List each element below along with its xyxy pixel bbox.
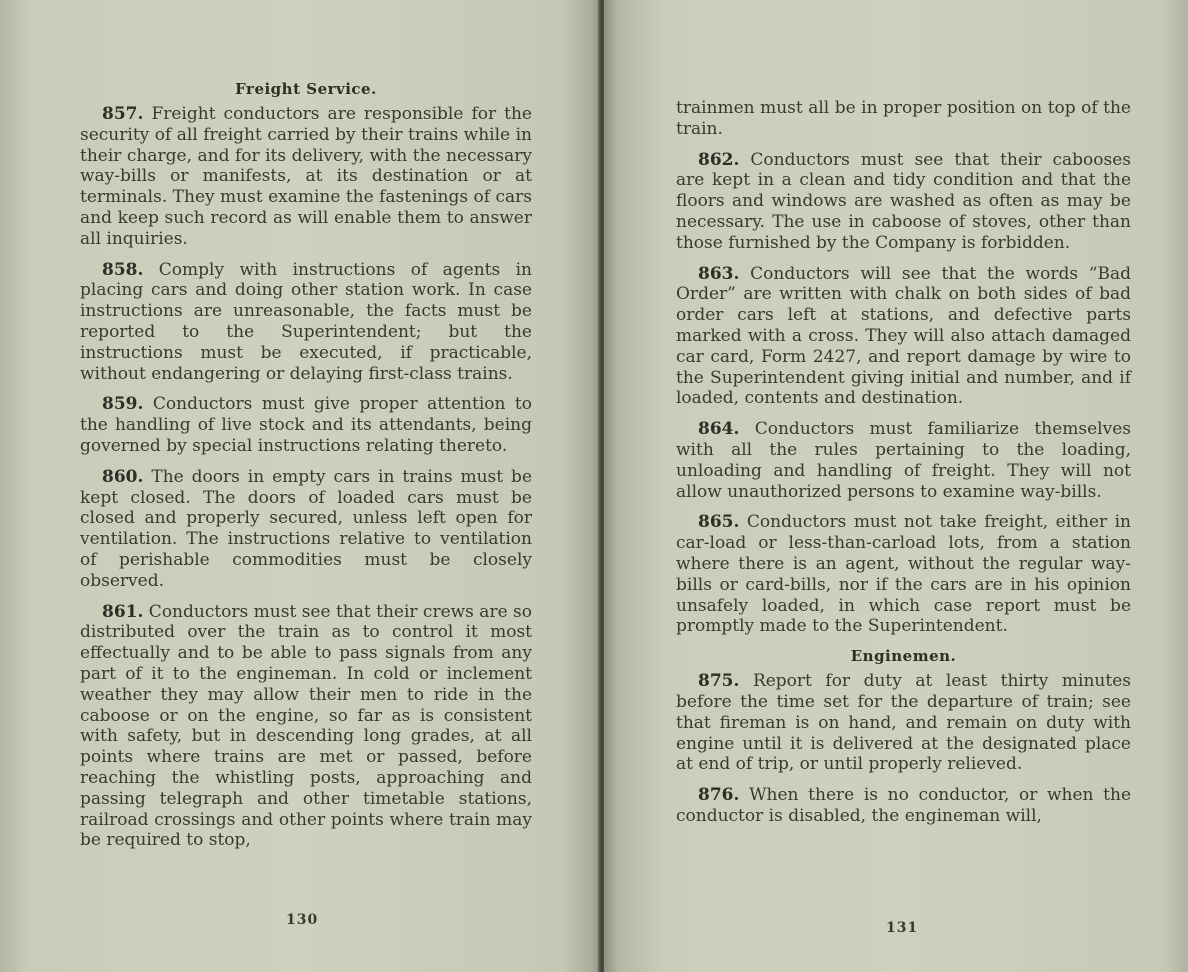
rule-861-continuation: trainmen must all be in proper position on top of the train. xyxy=(676,98,1131,139)
page-number: 130 xyxy=(286,912,319,928)
rule-text: When there is no conductor, or when the conductor is disabled, the engineman will, xyxy=(676,785,1131,826)
rule-text: Conductors will see that the words “Bad Order” are written with chalk on both sides of bad order cars left at stations, and defective parts marked with a cross. They will also attach damaged car card, Form 2427, and report damage by wire to the Superintendent giving initial and number, and if loaded, contents and destination. xyxy=(676,263,1131,409)
section-heading-freight-service: Freight Service. xyxy=(235,80,377,98)
rule-859 xyxy=(80,394,532,456)
rule-858 xyxy=(80,260,532,385)
page-number: 131 xyxy=(886,920,919,936)
rule-862 xyxy=(676,150,1131,254)
rule-863 xyxy=(676,264,1131,410)
rule-857 xyxy=(80,104,532,250)
rule-number: 859. xyxy=(102,394,144,415)
rule-number: 861. xyxy=(102,601,144,622)
rule-number: 865. xyxy=(698,512,740,533)
right-page-text xyxy=(676,98,1131,837)
rule-860 xyxy=(80,467,532,592)
rule-text: Conductors must not take freight, either in car-load or less-than-carload lots, from a station where there is an agent, without the regular way-bills or card-bills, nor if the cars are in his opinion unsafely loaded, in which case report must be promptly made to the Superintendent. xyxy=(676,512,1131,637)
section-heading-enginemen: Enginemen. xyxy=(850,647,957,666)
left-page-text xyxy=(80,80,532,861)
rule-865 xyxy=(676,512,1131,637)
rule-875 xyxy=(676,671,1131,775)
rule-number: 860. xyxy=(102,466,144,487)
rule-876 xyxy=(676,785,1131,827)
rule-text: The doors in empty cars in trains must be kept closed. The doors of loaded cars must be closed and properly secured, unless left open for ventilation. The instructions relative to ventilation of perishable commodities must be closely observed. xyxy=(80,466,532,591)
rule-number: 863. xyxy=(698,263,740,284)
rule-text: Freight conductors are responsible for the security of all freight carried by their trains while in their charge, and for its delivery, with the necessary way-bills or manifests, at its destination or at terminals. They must examine the fastenings of cars and keep such record as will enable them to answer all inquiries. xyxy=(80,104,532,249)
rule-number: 876. xyxy=(698,785,740,806)
rule-number: 857. xyxy=(102,104,144,124)
rule-text: Conductors must give proper attention to the handling of live stock and its attendants, being governed by special instructions relating thereto. xyxy=(80,394,532,456)
rule-number: 875. xyxy=(698,671,740,692)
rule-number: 858. xyxy=(102,259,144,280)
rule-text: Conductors must see that their cabooses are kept in a clean and tidy condition and that the floors and windows are washed as often as may be necessary. The use in caboose of stoves, other than those furnished by the Company is forbidden. xyxy=(676,149,1131,253)
right-page xyxy=(604,0,1188,972)
rule-text: Conductors must familiarize themselves with all the rules pertaining to the loading, unloading and handling of freight. They will not allow unauthorized persons to examine way-bills. xyxy=(676,419,1131,502)
rule-861 xyxy=(80,602,532,852)
rule-number: 862. xyxy=(698,149,740,170)
rule-text: Conductors must see that their crews are so distributed over the train as to control it most effectually and to be able to pass signals from any part of it to the engineman. In cold or inclement weather they may allow their men to ride in the caboose or on the engine, so far as is consistent with safety, but in descending long grades, at all points where trains are met or passed, before reaching the whistling posts, approaching and passing telegraph and other timetable stations, railroad crossings and other points where train may be required to stop, xyxy=(80,601,532,851)
rule-number: 864. xyxy=(698,419,740,440)
rule-864 xyxy=(676,419,1131,502)
rule-text: Comply with instructions of agents in placing cars and doing other station work. In case instructions are unreasonable, the facts must be reported to the Superintendent; but the instructions must be executed, if practicable, without endangering or delaying first-class trains. xyxy=(80,259,532,384)
rule-text: Report for duty at least thirty minutes before the time set for the departure of train; see that fireman is on hand, and remain on duty with engine until it is delivered at the designated place at end of trip, or until properly relieved. xyxy=(676,671,1131,775)
